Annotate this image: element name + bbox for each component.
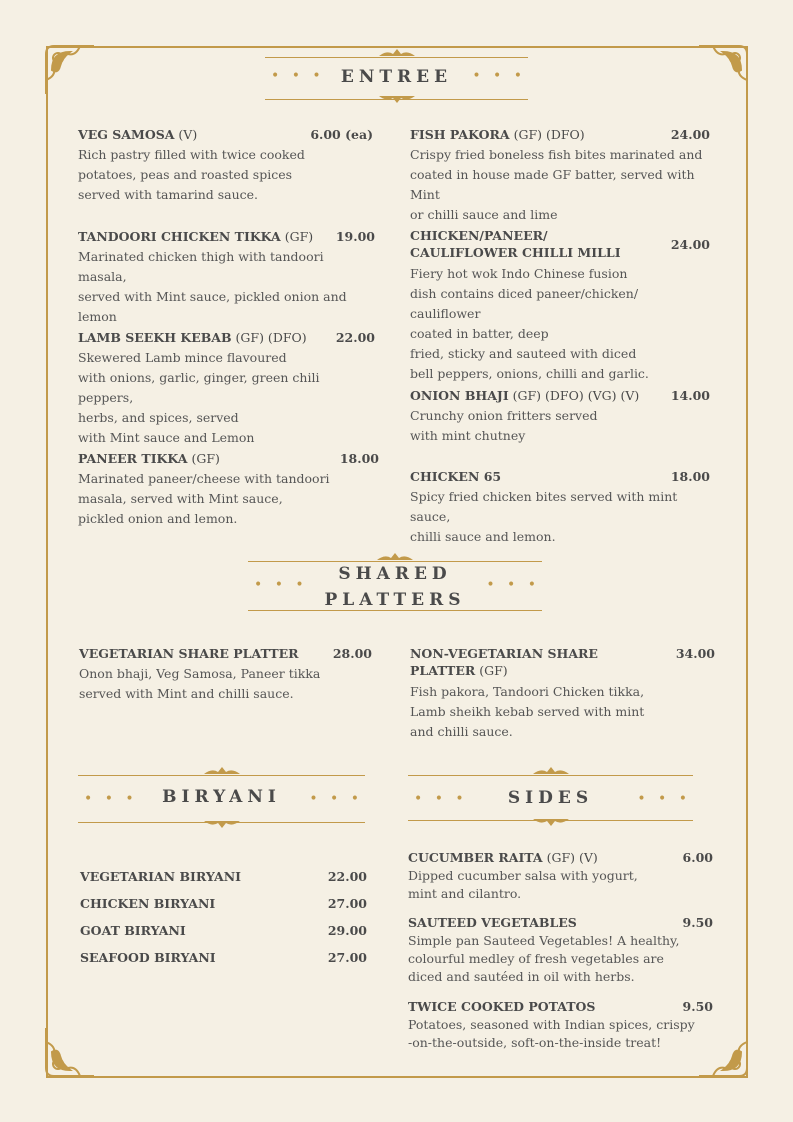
- crown-ornament-icon: [202, 819, 242, 829]
- corner-flourish-icon: [40, 40, 100, 100]
- entree-heading: [265, 48, 528, 104]
- section-title-biryani: BIRYANI: [162, 787, 281, 807]
- decorative-dots: • • •: [271, 68, 325, 84]
- menu-item-veg-samosa: VEG SAMOSA (V) 6.00 (ea) Rich pastry filled with twice cooked potatoes, peas and roasted spices served with tamarind sauce.: [78, 127, 373, 202]
- crown-ornament-icon: [377, 94, 417, 104]
- item-price: 18.00: [339, 451, 379, 466]
- item-price: 19.00: [335, 229, 375, 244]
- item-price: 27.00: [327, 896, 367, 911]
- decorative-dots: • • •: [486, 577, 540, 593]
- shared-platters-heading: [248, 552, 542, 614]
- corner-flourish-icon: [40, 1022, 100, 1082]
- menu-item-lamb-seekh-kebab: LAMB SEEKH KEBAB (GF) (DFO) 22.00 Skewered Lamb mince flavoured with onions, garlic, ginger, green chili peppers, herbs, and spices, served with Mint sauce and Lemon: [78, 330, 375, 445]
- item-price: 18.00: [670, 469, 710, 484]
- menu-item-chilli-milli: CHICKEN/PANEER/ CAULIFLOWER CHILLI MILLI 24.00 Fiery hot wok Indo Chinese fusion dish contains diced paneer/chicken/ cauliflower coated in batter, deep fried, sticky and sauteed with diced bell peppers, onions, chilli and garlic.: [410, 228, 710, 381]
- decorative-dots: • • •: [254, 577, 308, 593]
- item-price: 34.00: [675, 646, 715, 661]
- section-title-shared: SHARED: [338, 564, 452, 584]
- item-price: 14.00: [670, 388, 710, 403]
- menu-item-cucumber-raita: CUCUMBER RAITA (GF) (V) 6.00 Dipped cucumber salsa with yogurt, mint and cilantro.: [408, 850, 713, 901]
- section-title-sides: SIDES: [507, 788, 594, 808]
- sides-heading: [408, 766, 693, 828]
- menu-item-non-vegetarian-share-platter: NON-VEGETARIAN SHARE PLATTER (GF) 34.00 Fish pakora, Tandoori Chicken tikka, Lamb sheikh kebab served with mint and chilli sauce.: [410, 646, 715, 739]
- menu-item-sauteed-vegetables: SAUTEED VEGETABLES 9.50 Simple pan Sauteed Vegetables! A healthy, colourful medley of fresh vegetables are diced and sautéed in oil with herbs.: [408, 915, 713, 984]
- corner-flourish-icon: [693, 40, 753, 100]
- menu-item-tandoori-chicken-tikka: TANDOORI CHICKEN TIKKA (GF) 19.00 Marinated chicken thigh with tandoori masala, served with Mint sauce, pickled onion and lemon: [78, 229, 375, 324]
- item-price: 9.50: [682, 999, 713, 1014]
- menu-item-goat-biryani: GOAT BIRYANI 29.00: [80, 921, 367, 941]
- decorative-dots: • • •: [637, 791, 691, 807]
- item-price: 9.50: [682, 915, 713, 930]
- menu-item-twice-cooked-potatos: TWICE COOKED POTATOS 9.50 Potatoes, seasoned with Indian spices, crispy -on-the-outside, soft-on-the-inside treat!: [408, 999, 713, 1050]
- menu-item-vegetarian-biryani: VEGETARIAN BIRYANI 22.00: [80, 867, 367, 887]
- menu-item-chicken-65: CHICKEN 65 18.00 Spicy fried chicken bites served with mint sauce, chilli sauce and lemon.: [410, 469, 710, 544]
- section-title-entree: ENTREE: [340, 67, 453, 87]
- item-price: 29.00: [327, 923, 367, 938]
- menu-item-seafood-biryani: SEAFOOD BIRYANI 27.00: [80, 948, 367, 968]
- decorative-dots: • • •: [414, 791, 468, 807]
- decorative-dots: • • •: [84, 791, 138, 807]
- section-title-platters: PLATTERS: [324, 590, 466, 610]
- item-price: 27.00: [327, 950, 367, 965]
- menu-item-paneer-tikka: PANEER TIKKA (GF) 18.00 Marinated paneer/cheese with tandoori masala, served with Mint sauce, pickled onion and lemon.: [78, 451, 379, 526]
- menu-item-onion-bhaji: ONION BHAJI (GF) (DFO) (VG) (V) 14.00 Crunchy onion fritters served with mint chutney: [410, 388, 710, 443]
- decorative-dots: • • •: [309, 791, 363, 807]
- crown-ornament-icon: [531, 817, 571, 827]
- item-price: 24.00: [670, 237, 710, 252]
- biryani-heading: [78, 766, 365, 828]
- menu-item-fish-pakora: FISH PAKORA (GF) (DFO) 24.00 Crispy fried boneless fish bites marinated and coated in house made GF batter, served with Mint or chilli sauce and lime: [410, 127, 710, 222]
- item-price: 6.00: [682, 850, 713, 865]
- item-price: 22.00: [327, 869, 367, 884]
- item-price: 22.00: [335, 330, 375, 345]
- decorative-dots: • • •: [472, 68, 526, 84]
- item-price: 24.00: [670, 127, 710, 142]
- item-price: 28.00: [332, 646, 372, 661]
- menu-item-vegetarian-share-platter: VEGETARIAN SHARE PLATTER 28.00 Onon bhaji, Veg Samosa, Paneer tikka served with Mint and chilli sauce.: [79, 646, 372, 701]
- menu-item-chicken-biryani: CHICKEN BIRYANI 27.00: [80, 894, 367, 914]
- item-price: 6.00 (ea): [310, 127, 373, 142]
